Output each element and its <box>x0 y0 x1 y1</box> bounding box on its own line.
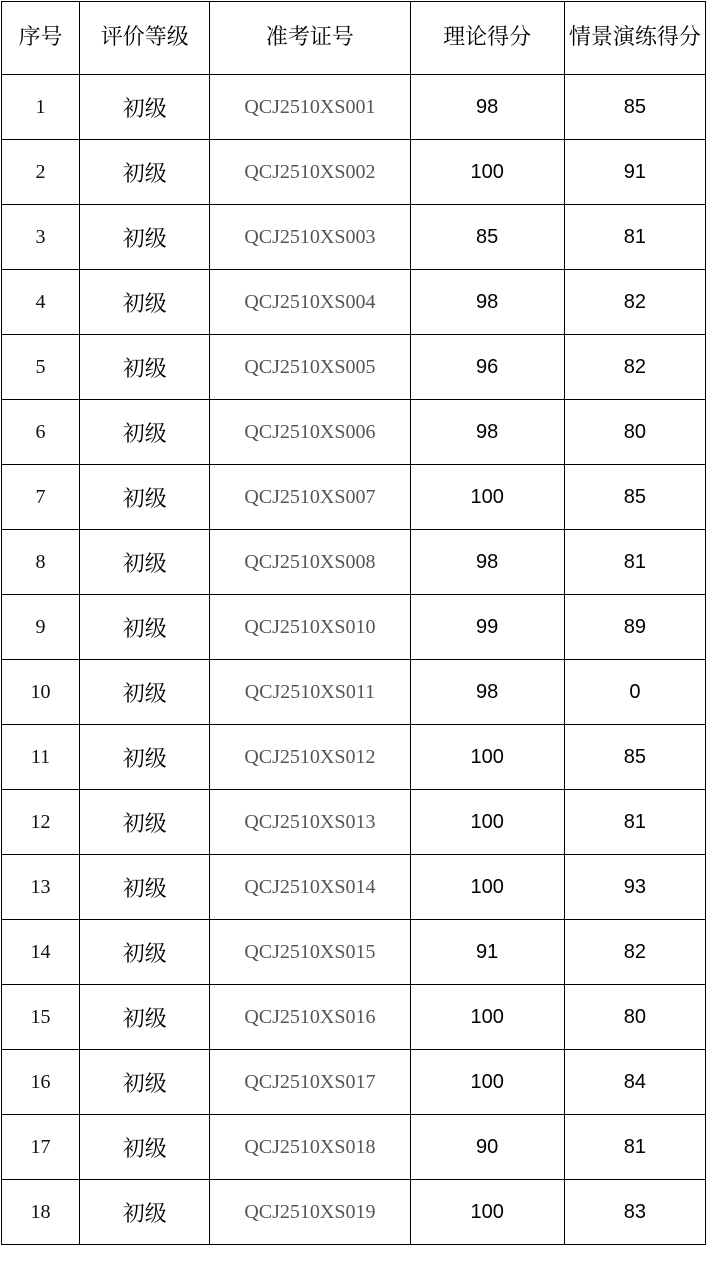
cell-seq: 4 <box>2 270 80 335</box>
cell-level: 初级 <box>80 205 210 270</box>
table-row <box>2 205 706 270</box>
cell-level: 初级 <box>80 400 210 465</box>
cell-scenario-score: 81 <box>564 790 705 855</box>
cell-cert-number: QCJ2510XS010 <box>210 595 410 660</box>
cell-scenario-score: 80 <box>564 985 705 1050</box>
cell-scenario-score: 93 <box>564 855 705 920</box>
cell-level: 初级 <box>80 595 210 660</box>
cell-cert-number: QCJ2510XS004 <box>210 270 410 335</box>
header-scenario-score: 情景演练得分 <box>564 2 705 75</box>
cell-seq: 7 <box>2 465 80 530</box>
header-seq: 序号 <box>2 2 80 75</box>
cell-level: 初级 <box>80 920 210 985</box>
cell-theory-score: 100 <box>410 1180 564 1245</box>
cell-scenario-score: 85 <box>564 465 705 530</box>
cell-scenario-score: 81 <box>564 205 705 270</box>
cell-level: 初级 <box>80 660 210 725</box>
cell-level: 初级 <box>80 270 210 335</box>
cell-cert-number: QCJ2510XS018 <box>210 1115 410 1180</box>
cell-cert-number: QCJ2510XS008 <box>210 530 410 595</box>
cell-theory-score: 100 <box>410 140 564 205</box>
cell-theory-score: 98 <box>410 270 564 335</box>
cell-scenario-score: 82 <box>564 335 705 400</box>
cell-scenario-score: 83 <box>564 1180 705 1245</box>
cell-seq: 6 <box>2 400 80 465</box>
cell-cert-number: QCJ2510XS014 <box>210 855 410 920</box>
table-header-row <box>2 2 706 75</box>
cell-cert-number: QCJ2510XS016 <box>210 985 410 1050</box>
cell-scenario-score: 82 <box>564 920 705 985</box>
cell-level: 初级 <box>80 855 210 920</box>
table-row <box>2 1115 706 1180</box>
cell-theory-score: 99 <box>410 595 564 660</box>
cell-cert-number: QCJ2510XS015 <box>210 920 410 985</box>
cell-seq: 10 <box>2 660 80 725</box>
cell-seq: 12 <box>2 790 80 855</box>
table-row <box>2 725 706 790</box>
cell-seq: 11 <box>2 725 80 790</box>
table-row <box>2 400 706 465</box>
cell-level: 初级 <box>80 725 210 790</box>
cell-cert-number: QCJ2510XS007 <box>210 465 410 530</box>
cell-cert-number: QCJ2510XS001 <box>210 75 410 140</box>
cell-seq: 15 <box>2 985 80 1050</box>
cell-scenario-score: 81 <box>564 1115 705 1180</box>
cell-seq: 2 <box>2 140 80 205</box>
cell-seq: 17 <box>2 1115 80 1180</box>
cell-cert-number: QCJ2510XS005 <box>210 335 410 400</box>
table-row <box>2 985 706 1050</box>
cell-cert-number: QCJ2510XS003 <box>210 205 410 270</box>
cell-theory-score: 96 <box>410 335 564 400</box>
table-row <box>2 595 706 660</box>
cell-theory-score: 91 <box>410 920 564 985</box>
cell-theory-score: 98 <box>410 660 564 725</box>
cell-level: 初级 <box>80 790 210 855</box>
cell-level: 初级 <box>80 530 210 595</box>
header-level: 评价等级 <box>80 2 210 75</box>
cell-level: 初级 <box>80 1115 210 1180</box>
cell-theory-score: 100 <box>410 1050 564 1115</box>
cell-scenario-score: 89 <box>564 595 705 660</box>
table-body <box>2 75 706 1245</box>
cell-scenario-score: 81 <box>564 530 705 595</box>
cell-scenario-score: 0 <box>564 660 705 725</box>
cell-seq: 14 <box>2 920 80 985</box>
cell-scenario-score: 91 <box>564 140 705 205</box>
cell-theory-score: 100 <box>410 790 564 855</box>
header-cert-number: 准考证号 <box>210 2 410 75</box>
cell-theory-score: 90 <box>410 1115 564 1180</box>
cell-cert-number: QCJ2510XS011 <box>210 660 410 725</box>
cell-scenario-score: 85 <box>564 75 705 140</box>
cell-theory-score: 98 <box>410 400 564 465</box>
cell-cert-number: QCJ2510XS017 <box>210 1050 410 1115</box>
cell-seq: 18 <box>2 1180 80 1245</box>
table-row <box>2 790 706 855</box>
table-row <box>2 140 706 205</box>
cell-theory-score: 100 <box>410 985 564 1050</box>
cell-scenario-score: 80 <box>564 400 705 465</box>
cell-seq: 8 <box>2 530 80 595</box>
cell-scenario-score: 84 <box>564 1050 705 1115</box>
cell-theory-score: 100 <box>410 855 564 920</box>
cell-cert-number: QCJ2510XS013 <box>210 790 410 855</box>
cell-scenario-score: 82 <box>564 270 705 335</box>
table-row <box>2 530 706 595</box>
cell-cert-number: QCJ2510XS019 <box>210 1180 410 1245</box>
cell-cert-number: QCJ2510XS012 <box>210 725 410 790</box>
results-table <box>1 1 706 1245</box>
cell-level: 初级 <box>80 75 210 140</box>
cell-seq: 13 <box>2 855 80 920</box>
cell-level: 初级 <box>80 985 210 1050</box>
cell-seq: 16 <box>2 1050 80 1115</box>
cell-seq: 5 <box>2 335 80 400</box>
table-row <box>2 920 706 985</box>
cell-theory-score: 98 <box>410 530 564 595</box>
cell-level: 初级 <box>80 1180 210 1245</box>
cell-theory-score: 85 <box>410 205 564 270</box>
table-row <box>2 1050 706 1115</box>
cell-seq: 1 <box>2 75 80 140</box>
table-row <box>2 1180 706 1245</box>
table-row <box>2 270 706 335</box>
table-row <box>2 75 706 140</box>
table-row <box>2 855 706 920</box>
table-row <box>2 465 706 530</box>
cell-level: 初级 <box>80 335 210 400</box>
cell-theory-score: 100 <box>410 465 564 530</box>
cell-level: 初级 <box>80 140 210 205</box>
cell-theory-score: 100 <box>410 725 564 790</box>
cell-cert-number: QCJ2510XS002 <box>210 140 410 205</box>
cell-level: 初级 <box>80 1050 210 1115</box>
table-row <box>2 335 706 400</box>
table-row <box>2 660 706 725</box>
cell-seq: 3 <box>2 205 80 270</box>
cell-level: 初级 <box>80 465 210 530</box>
cell-scenario-score: 85 <box>564 725 705 790</box>
header-theory-score: 理论得分 <box>410 2 564 75</box>
cell-theory-score: 98 <box>410 75 564 140</box>
cell-cert-number: QCJ2510XS006 <box>210 400 410 465</box>
cell-seq: 9 <box>2 595 80 660</box>
